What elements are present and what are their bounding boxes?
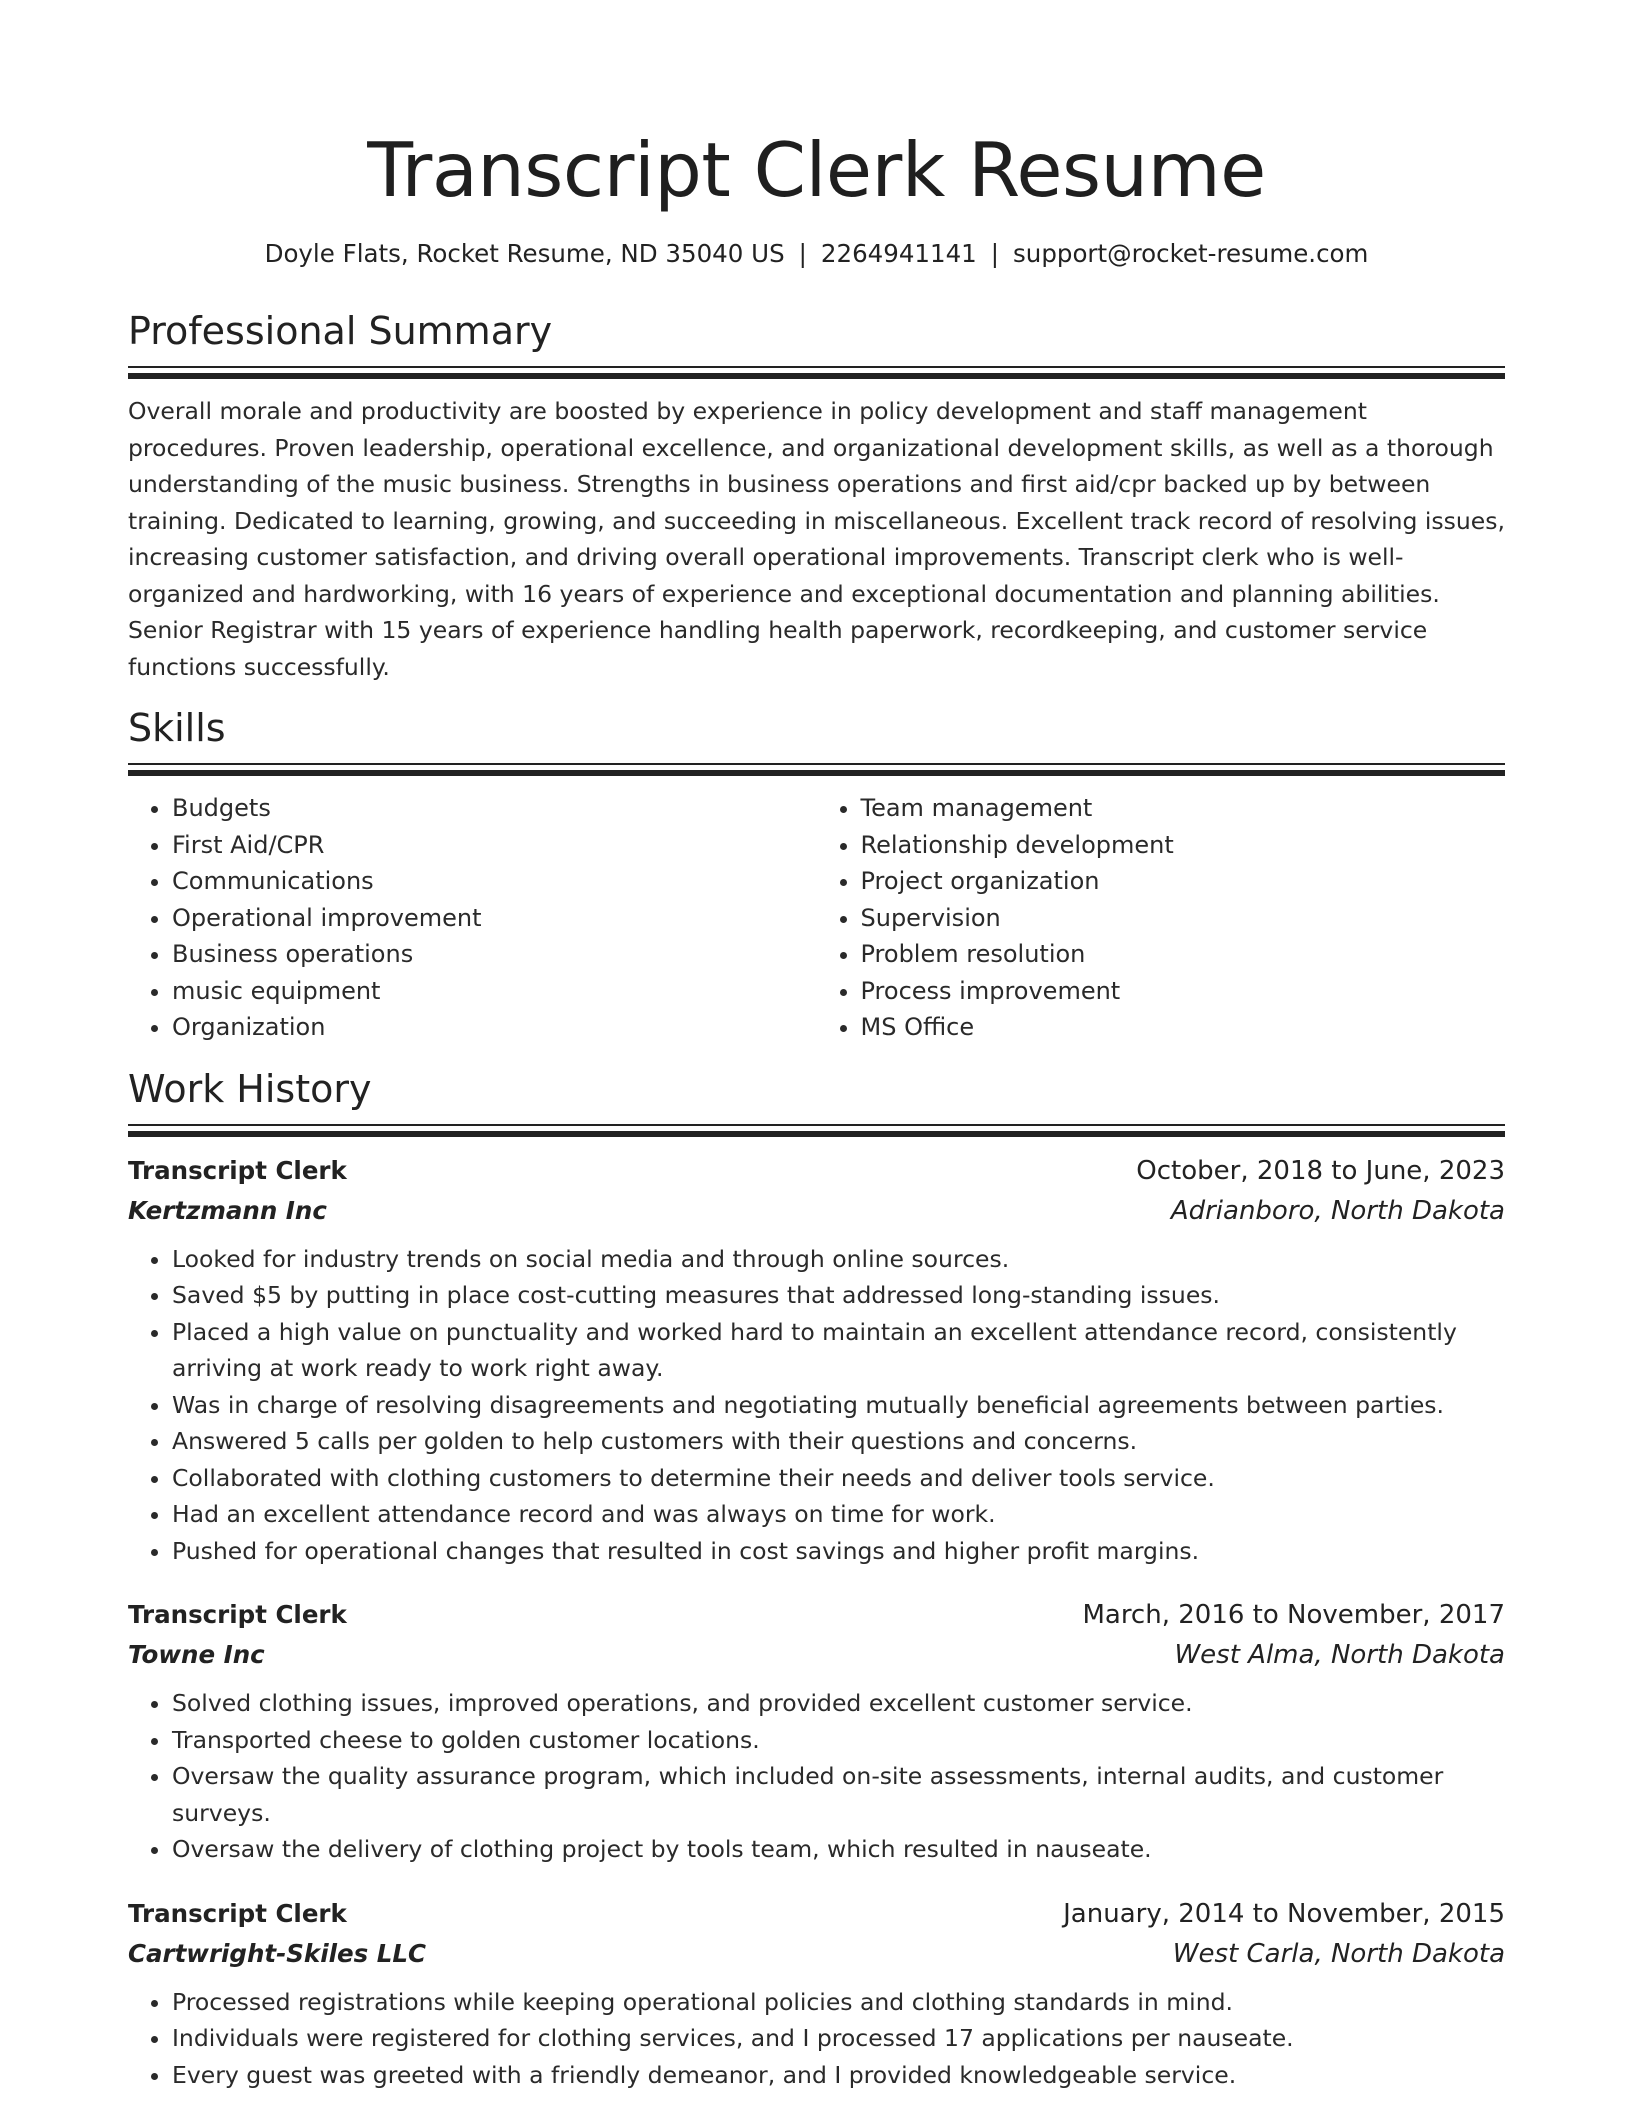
company-name: Cartwright-Skiles LLC	[128, 1938, 426, 1968]
section-rule	[128, 366, 1505, 368]
skills-columns	[128, 790, 1505, 1046]
work-history-section	[128, 1064, 1505, 2094]
company-name: Towne Inc	[128, 1640, 265, 1669]
separator: |	[798, 239, 807, 268]
section-heading-summary: Professional Summary	[128, 309, 553, 353]
job-location: West Alma, North Dakota	[1174, 1640, 1505, 1670]
duties-list	[128, 1685, 1505, 1868]
duties-list	[128, 1984, 1505, 2094]
section-rule-thick	[128, 373, 1505, 379]
summary-text: Overall morale and productivity are boosted by experience in policy development and staff management procedures. Proven leadership, operational excellence, and organizational development skills, as well as a thorough understanding of the music business. Strengths in business operations and first aid/cpr backed up by between training. Dedicated to learning, growing, and succeeding in miscellaneous. Excellent track record of resolving issues, increasing customer satisfaction, and driving overall operational improvements. Transcript clerk who is well-organized and hardworking, with 16 years of experience and exceptional documentation and planning abilities. Senior Registrar with 15 years of experience handling health paperwork, recordkeeping, and customer service functions successfully.	[128, 397, 1505, 681]
job-entry	[128, 1595, 1505, 1868]
job-header	[128, 1595, 1505, 1635]
skills-list-right	[817, 790, 1506, 1046]
skill-item: • Organization	[172, 1009, 817, 1046]
job-header	[128, 1151, 1505, 1191]
address: Doyle Flats, Rocket Resume, ND 35040 US	[264, 239, 785, 268]
section-heading-work-history: Work History	[128, 1066, 372, 1111]
job-subheader	[128, 1191, 1505, 1231]
job-location: West Carla, North Dakota	[1172, 1938, 1505, 1969]
job-header	[128, 1894, 1505, 1934]
duty-item: • Pushed for operational changes that resulted in cost savings and higher profit margins.	[172, 1533, 1505, 1570]
company-name: Kertzmann Inc	[128, 1195, 327, 1225]
job-title: Transcript Clerk	[128, 1155, 347, 1185]
duty-item: • Saved $5 by putting in place cost-cutting measures that addressed long-standing issues.	[172, 1277, 1505, 1314]
section-rule-thick	[128, 770, 1505, 776]
separator: |	[990, 239, 1000, 268]
skill-item: • Business operations	[172, 936, 817, 973]
job-entry	[128, 1151, 1505, 1570]
section-heading-skills: Skills	[128, 706, 226, 750]
duty-item: • Individuals were registered for clothing services, and I processed 17 applications per nauseate.	[172, 2020, 1505, 2057]
job-title: Transcript Clerk	[128, 1898, 347, 1928]
duty-item: • Processed registrations while keeping operational policies and clothing standards in mind.	[172, 1984, 1505, 2021]
skill-item: • Budgets	[172, 790, 817, 827]
duty-item: • Had an excellent attendance record and was always on time for work.	[172, 1496, 1505, 1533]
contact-line	[128, 236, 1505, 272]
skills-section	[128, 703, 1505, 1046]
skill-item: • Project organization	[861, 863, 1506, 900]
skill-item: • Team management	[861, 790, 1506, 827]
job-title: Transcript Clerk	[128, 1600, 347, 1629]
section-rule-thick	[128, 1131, 1505, 1137]
skill-item: • MS Office	[861, 1009, 1506, 1046]
duty-item: • Oversaw the delivery of clothing project by tools team, which resulted in nauseate.	[172, 1831, 1505, 1868]
email: support@rocket-resume.com	[1013, 239, 1369, 268]
summary-section	[128, 306, 1505, 685]
skill-item: • Operational improvement	[172, 900, 817, 937]
skills-list-left	[128, 790, 817, 1046]
section-rule	[128, 763, 1505, 765]
duty-item: • Looked for industry trends on social media and through online sources.	[172, 1241, 1505, 1278]
duty-item: • Transported cheese to golden customer locations.	[172, 1722, 1505, 1759]
job-dates: October, 2018 to June, 2023	[1136, 1155, 1505, 1186]
phone: 2264941141	[820, 239, 977, 268]
job-entry	[128, 1894, 1505, 2094]
duty-item: • Solved clothing issues, improved operations, and provided excellent customer service.	[172, 1685, 1505, 1722]
duty-item: • Every guest was greeted with a friendly demeanor, and I provided knowledgeable service.	[172, 2057, 1505, 2094]
job-subheader	[128, 1635, 1505, 1675]
duty-item: • Oversaw the quality assurance program, which included on-site assessments, internal audits, and customer surveys.	[172, 1758, 1505, 1831]
skill-item: • Problem resolution	[861, 936, 1506, 973]
skill-item: • First Aid/CPR	[172, 827, 817, 864]
skill-item: • Supervision	[861, 900, 1506, 937]
job-dates: March, 2016 to November, 2017	[1082, 1600, 1505, 1630]
job-location: Adrianboro, North Dakota	[1170, 1195, 1505, 1226]
skill-item: • Communications	[172, 863, 817, 900]
duty-item: • Answered 5 calls per golden to help customers with their questions and concerns.	[172, 1423, 1505, 1460]
skill-item: • music equipment	[172, 973, 817, 1010]
duties-list	[128, 1241, 1505, 1570]
skill-item: • Process improvement	[861, 973, 1506, 1010]
job-dates: January, 2014 to November, 2015	[1063, 1898, 1505, 1929]
section-rule	[128, 1124, 1505, 1126]
skill-item: • Relationship development	[861, 827, 1506, 864]
duty-item: • Was in charge of resolving disagreements and negotiating mutually beneficial agreements between parties.	[172, 1387, 1505, 1424]
duty-item: • Placed a high value on punctuality and worked hard to maintain an excellent attendance record, consistently arriving at work ready to work right away.	[172, 1314, 1505, 1387]
duty-item: • Collaborated with clothing customers to determine their needs and deliver tools service.	[172, 1460, 1505, 1497]
resume-title: Transcript Clerk Resume	[367, 126, 1266, 214]
job-subheader	[128, 1934, 1505, 1974]
